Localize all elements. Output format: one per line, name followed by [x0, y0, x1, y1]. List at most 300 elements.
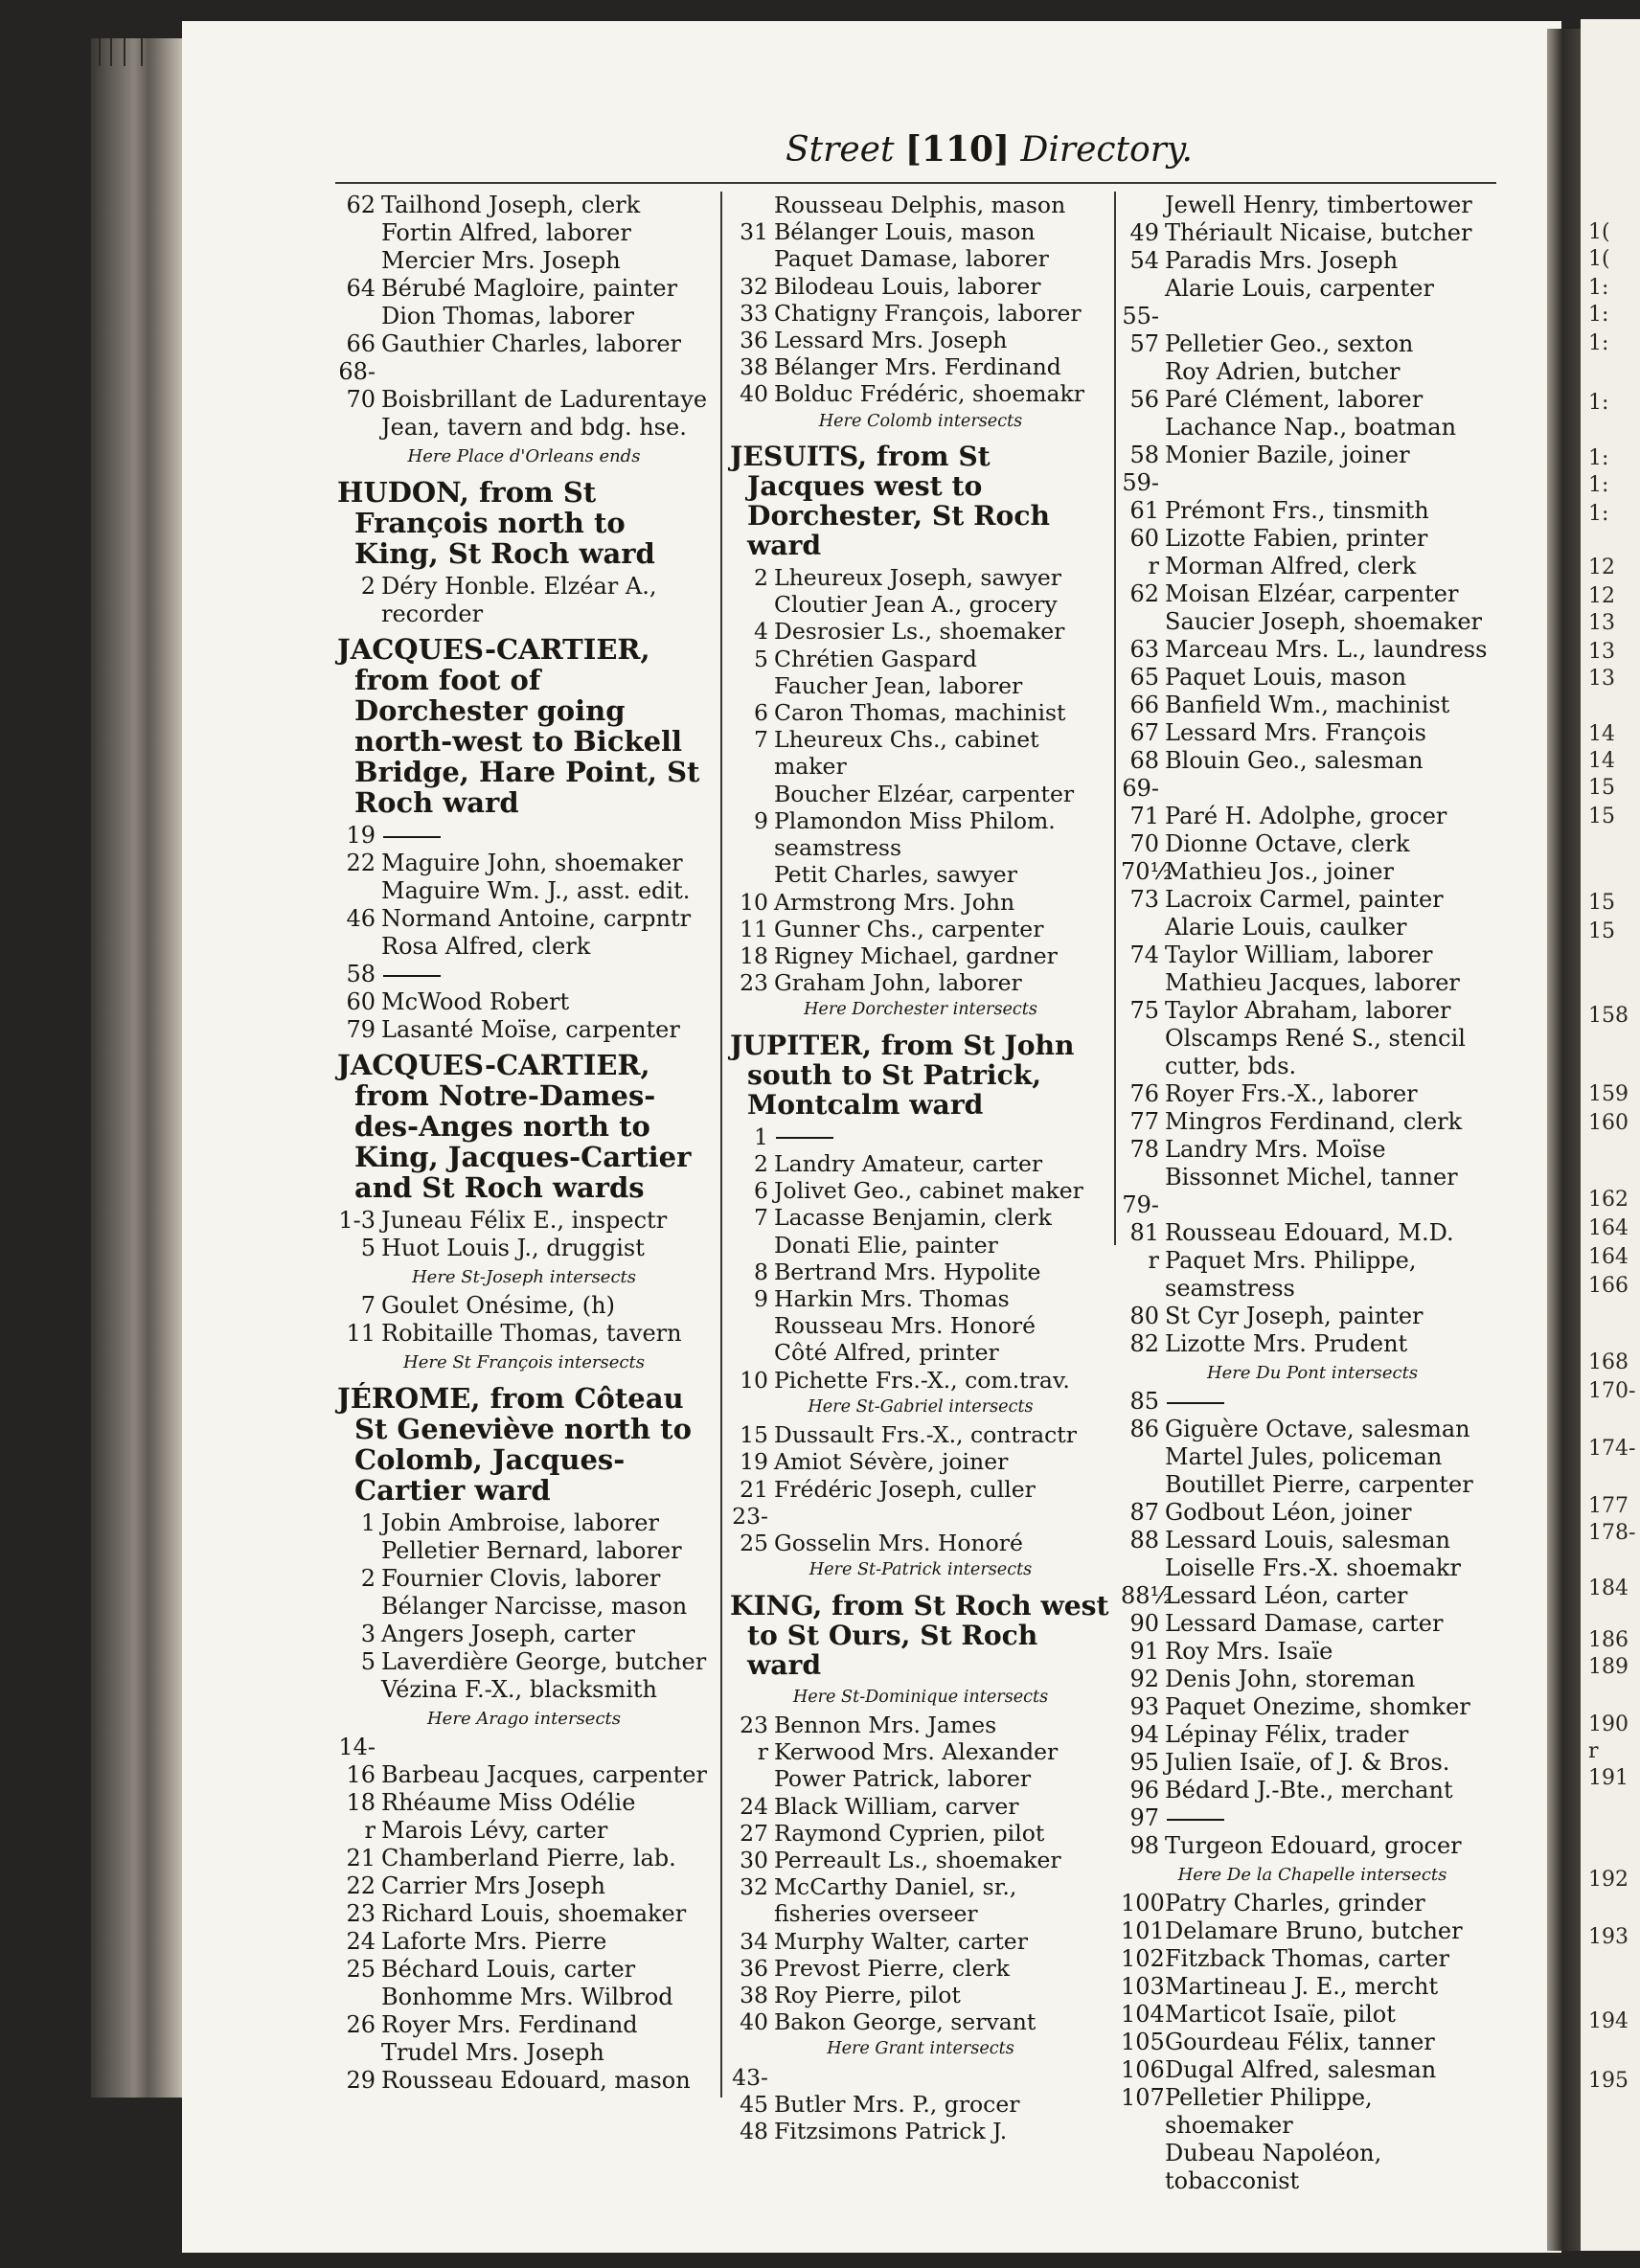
directory-entry [1121, 192, 1504, 219]
next-page-fragment: 170- [1588, 1379, 1636, 1403]
entry-text: Mathieu Jos., joiner [1165, 858, 1394, 885]
entry-text: Dubeau Napoléon, tobacconist [1165, 2140, 1382, 2194]
house-number: 7 [360, 1292, 376, 1319]
house-number: 66 [346, 330, 376, 357]
house-number: 46 [346, 905, 376, 932]
directory-entry [1121, 858, 1504, 886]
directory-entry [337, 1900, 711, 1928]
entry-text: Juneau Félix E., inspectr [381, 1207, 668, 1234]
house-number: 58 [1129, 442, 1159, 468]
vacant-dash [1167, 1402, 1224, 1404]
directory-entry [337, 1593, 711, 1621]
directory-entry [1121, 608, 1504, 636]
entry-text: Taylor William, laborer [1165, 941, 1433, 968]
directory-entry [730, 916, 1111, 942]
book-spine [1547, 29, 1585, 2251]
house-number: 11 [740, 915, 768, 942]
house-number: 79-81 [1122, 1191, 1159, 1246]
house-number: 21 [346, 1845, 376, 1871]
house-number: 25 [346, 1956, 376, 1983]
next-page-fragment: 1( [1588, 220, 1610, 244]
house-number: 91 [1129, 1638, 1159, 1665]
column-2 [730, 192, 1111, 2144]
house-number: 102 [1121, 1945, 1165, 1972]
entry-text: Bennon Mrs. James [774, 1711, 997, 1738]
entry-text: Cloutier Jean A., grocery [774, 591, 1058, 619]
directory-entry [337, 1789, 711, 1817]
house-number: 40 [740, 2008, 768, 2036]
house-number: 36 [740, 327, 768, 354]
directory-entry [730, 807, 1111, 861]
entry-text: Pelletier Geo., sexton [1165, 330, 1414, 357]
next-page-fragment: 15 [1588, 891, 1615, 915]
house-number: 11 [346, 1320, 376, 1347]
entry-text: Paquet Onezime, shomker [1165, 1693, 1470, 1720]
directory-entry [1121, 358, 1504, 386]
house-number: r [757, 1738, 768, 1766]
directory-entry [730, 1232, 1111, 1259]
next-page-fragment: 12 [1588, 584, 1615, 608]
directory-entry [730, 2064, 1111, 2118]
directory-entry [730, 969, 1111, 996]
directory-entry [1121, 1638, 1504, 1666]
cross-street-note: Here St-Gabriel intersects [808, 1396, 1034, 1417]
directory-entry [337, 2067, 711, 2095]
next-page-fragment: 13 [1588, 667, 1615, 691]
directory-entry [1121, 1666, 1504, 1693]
directory-entry [730, 300, 1111, 327]
entry-text: Lachance Nap., boatman [1165, 414, 1457, 441]
house-number: 24 [740, 1792, 768, 1820]
page-number: [110] [904, 129, 1011, 170]
directory-entry [1121, 1693, 1504, 1721]
column-1 [337, 192, 711, 2095]
entry-text: Gourdeau Félix, tanner [1165, 2029, 1435, 2055]
entry-text: Fitzback Thomas, carter [1165, 1945, 1449, 1972]
directory-entry [337, 1565, 711, 1593]
house-number: 90 [1129, 1610, 1159, 1637]
directory-entry [730, 781, 1111, 807]
next-page-fragment: 159 [1588, 1082, 1629, 1106]
directory-entry [1121, 2056, 1504, 2084]
house-number: 2 [360, 573, 376, 600]
directory-entry [1121, 997, 1504, 1025]
house-number: 24 [346, 1928, 376, 1955]
directory-entry [730, 1955, 1111, 1982]
entry-text: Dussault Frs.-X., contractr [774, 1421, 1077, 1449]
house-number: 38 [740, 1981, 768, 2008]
house-number: 10 [740, 1366, 768, 1394]
house-number: 32 [740, 1873, 768, 1901]
vacant-dash [383, 975, 441, 977]
house-number: 7 [754, 726, 768, 754]
directory-entry [337, 192, 711, 219]
house-number: 93 [1129, 1693, 1159, 1720]
entry-text: Kerwood Mrs. Alexander [774, 1738, 1059, 1766]
next-page-fragment: 164 [1588, 1245, 1629, 1269]
directory-entry [730, 1847, 1111, 1873]
entry-text: Robitaille Thomas, tavern [381, 1320, 682, 1347]
house-number: 23 [740, 969, 768, 997]
entry-text: Maguire Wm. J., asst. edit. [381, 877, 691, 904]
house-number: 19 [346, 822, 376, 849]
house-number: 22 [346, 850, 376, 876]
cross-street-note: Here Colomb intersects [818, 411, 1023, 431]
entry-text: Lacroix Carmel, painter [1165, 886, 1444, 913]
entry-text: Faucher Jean, laborer [774, 671, 1023, 699]
directory-entry [337, 1956, 711, 1984]
entry-text: Chrétien Gaspard [774, 645, 977, 672]
street-heading: JESUITS, from St Jacques west to Dorchester, St Roch ward [730, 441, 1051, 562]
entry-text: Petit Charles, sawyer [774, 861, 1017, 889]
directory-entry [730, 1177, 1111, 1204]
entry-text: Paré H. Adolphe, grocer [1165, 803, 1447, 829]
entry-text: Lheureux Joseph, sawyer [774, 564, 1062, 592]
entry-text: Lizotte Fabien, printer [1165, 525, 1428, 552]
directory-entry [337, 1734, 711, 1789]
directory-entry [730, 245, 1111, 272]
entry-text: Marceau Mrs. L., laundress [1165, 636, 1488, 663]
entry-text: Lessard Mrs. Joseph [774, 327, 1008, 354]
directory-entry [1121, 525, 1504, 553]
house-number: 56 [1129, 386, 1159, 413]
entry-text: Pelletier Bernard, laborer [381, 1537, 682, 1564]
directory-entry [730, 1367, 1111, 1394]
house-number: 15 [740, 1421, 768, 1449]
cross-street-note: Here Arago intersects [426, 1709, 622, 1729]
directory-entry [1121, 1330, 1504, 1358]
house-number: 80 [1129, 1303, 1159, 1329]
directory-entry [1121, 719, 1504, 747]
entry-text: Gunner Chs., carpenter [774, 915, 1044, 942]
directory-entry [1121, 1804, 1504, 1832]
house-number: 98 [1129, 1832, 1159, 1859]
cross-street-note: Here St-Dominique intersects [792, 1687, 1049, 1707]
house-number: 38 [740, 353, 768, 381]
house-number: 96 [1129, 1777, 1159, 1803]
directory-entry [730, 1503, 1111, 1556]
entry-text: Lessard Mrs. François [1165, 719, 1426, 746]
column-separator-1 [720, 192, 722, 2098]
directory-entry [730, 1476, 1111, 1503]
next-page-fragment: 1: [1588, 303, 1609, 327]
entry-text: Pichette Frs.-X., com.trav. [774, 1366, 1070, 1394]
entry-text: Perreault Ls., shoemaker [774, 1846, 1061, 1873]
house-number: 60 [346, 988, 376, 1015]
house-number: 86 [1129, 1416, 1159, 1442]
house-number: 34 [740, 1927, 768, 1955]
directory-entry [337, 247, 711, 275]
entry-text: Murphy Walter, carter [774, 1927, 1028, 1955]
house-number: 30 [740, 1846, 768, 1873]
directory-entry [337, 1648, 711, 1676]
entry-text: Prevost Pierre, clerk [774, 1954, 1010, 1982]
next-page-fragment: 177 [1588, 1494, 1629, 1518]
house-number: 101 [1121, 1917, 1165, 1944]
vacant-dash [1167, 1819, 1224, 1821]
next-page-fragment: 1: [1588, 331, 1609, 355]
entry-text: Jewell Henry, timbertower [1165, 192, 1472, 218]
directory-entry [1121, 2001, 1504, 2029]
house-number: 21 [740, 1475, 768, 1503]
directory-entry [730, 192, 1111, 218]
vacant-dash [383, 836, 441, 838]
directory-entry [1121, 1080, 1504, 1108]
house-number: 87 [1129, 1499, 1159, 1526]
directory-entry [730, 1982, 1111, 2008]
house-number: 62 [346, 192, 376, 218]
entry-text: Royer Mrs. Ferdinand [381, 2011, 638, 2038]
entry-text: Rhéaume Miss Odélie [381, 1789, 636, 1816]
directory-entry [730, 1928, 1111, 1955]
entry-text: Richard Louis, shoemaker [381, 1900, 687, 1927]
house-number: 26 [346, 2011, 376, 2038]
house-number: 76 [1129, 1080, 1159, 1107]
directory-entry [337, 573, 711, 628]
house-number: 88 [1129, 1527, 1159, 1554]
directory-entry [1121, 1499, 1504, 1527]
entry-text: Olscamps René S., stencil cutter, bds. [1165, 1025, 1466, 1079]
directory-entry [730, 699, 1111, 726]
entry-text: Landry Amateur, carter [774, 1149, 1043, 1177]
entry-text: Blouin Geo., salesman [1165, 747, 1424, 774]
entry-text: Rousseau Edouard, M.D. [1165, 1219, 1454, 1246]
next-page-fragment: 186 [1588, 1628, 1629, 1652]
column-3 [1121, 192, 1504, 2195]
entry-text: Gosselin Mrs. Honoré [774, 1529, 1023, 1556]
directory-entry [1121, 580, 1504, 608]
directory-entry [1121, 2084, 1504, 2140]
street-heading: KING, from St Roch west to St Ours, St Roch ward [730, 1589, 1109, 1681]
entry-text: Lessard Louis, salesman [1165, 1527, 1450, 1554]
page-header [786, 129, 1193, 170]
directory-entry [1121, 1443, 1504, 1471]
directory-entry [1121, 1136, 1504, 1164]
directory-entry [1121, 247, 1504, 275]
next-page-fragment: 190 [1588, 1712, 1629, 1736]
street-heading: JACQUES-CARTIER, from Notre-Dames-des-Anges north to King, Jacques-Cartier and St Roch wards [337, 1049, 692, 1204]
left-page-edge [91, 38, 187, 2098]
entry-text: Marois Lévy, carter [381, 1817, 608, 1844]
directory-entry [1121, 636, 1504, 664]
entry-text: Dugal Alfred, salesman [1165, 2056, 1437, 2083]
house-number: 5 [360, 1235, 376, 1261]
entry-text: Trudel Mrs. Joseph [381, 2039, 604, 2066]
entry-text: Jolivet Geo., cabinet maker [774, 1177, 1083, 1205]
cross-street-note: Here Dorchester intersects [804, 1000, 1037, 1020]
directory-entry [730, 1150, 1111, 1177]
entry-text: Alarie Louis, carpenter [1165, 275, 1434, 302]
entry-text: Goulet Onésime, (h) [381, 1292, 615, 1319]
entry-text: Raymond Cyprien, pilot [774, 1819, 1045, 1847]
house-number: 14-16 [338, 1734, 376, 1788]
directory-entry [337, 822, 711, 850]
directory-entry [337, 2039, 711, 2067]
directory-entry [730, 1712, 1111, 1738]
street-heading: JÉROME, from Côteau St Geneviève north to Colomb, Jacques-Cartier ward [337, 1382, 692, 1507]
directory-entry [730, 1421, 1111, 1448]
street-heading: HUDON, from St François north to King, St Roch ward [337, 476, 655, 570]
directory-entry [337, 1872, 711, 1900]
house-number: 8 [754, 1258, 768, 1285]
house-number: 2 [360, 1565, 376, 1592]
directory-entry [1121, 1416, 1504, 1443]
directory-entry [730, 1285, 1111, 1312]
entry-text: Giguère Octave, salesman [1165, 1416, 1470, 1442]
entry-text: Armstrong Mrs. John [774, 888, 1015, 916]
next-page-edge [1581, 19, 1640, 2251]
house-number: 82 [1129, 1330, 1159, 1357]
house-number: 7 [754, 1204, 768, 1232]
directory-entry [337, 961, 711, 988]
next-page-fragment: 13 [1588, 611, 1615, 635]
directory-entry [1121, 1303, 1504, 1330]
house-number: 73 [1129, 886, 1159, 913]
directory-entry [730, 1339, 1111, 1366]
house-number: 94 [1129, 1721, 1159, 1748]
house-number: 18 [346, 1789, 376, 1816]
house-number: 18 [740, 941, 768, 969]
house-number: 77 [1129, 1108, 1159, 1135]
entry-text: Angers Joseph, carter [381, 1621, 635, 1647]
entry-text: Taylor Abraham, laborer [1165, 997, 1451, 1024]
entry-text: Normand Antoine, carpntr [381, 905, 692, 932]
entry-text: Bédard J.-Bte., merchant [1165, 1777, 1453, 1803]
entry-text: Lépinay Félix, trader [1165, 1721, 1409, 1748]
entry-text: Banfield Wm., machinist [1165, 692, 1450, 718]
next-page-fragment: 194 [1588, 2009, 1629, 2033]
entry-text: Bélanger Narcisse, mason [381, 1593, 688, 1620]
entry-text: Déry Honble. Elzéar A., recorder [381, 573, 657, 627]
entry-text: Amiot Sévère, joiner [774, 1448, 1009, 1476]
entry-text: Chamberland Pierre, lab. [381, 1845, 676, 1871]
entry-text: Rousseau Edouard, mason [381, 2067, 691, 2094]
next-page-fragment: 1: [1588, 473, 1609, 497]
directory-entry [1121, 386, 1504, 414]
directory-entry [337, 1235, 711, 1262]
entry-text: Huot Louis J., druggist [381, 1235, 645, 1261]
directory-entry [1121, 747, 1504, 775]
house-number: r [1148, 1247, 1159, 1274]
next-page-fragment: 193 [1588, 1925, 1629, 1949]
entry-text: Fortin Alfred, laborer [381, 219, 631, 246]
directory-entry [1121, 275, 1504, 303]
directory-entry [337, 877, 711, 905]
entry-text: Boisbrillant de Ladurentaye Jean, tavern and bdg. hse. [381, 386, 708, 441]
house-number: 6 [754, 699, 768, 727]
house-number: 2 [754, 1149, 768, 1177]
entry-text: Turgeon Edouard, grocer [1165, 1832, 1462, 1859]
entry-text: Moisan Elzéar, carpenter [1165, 580, 1459, 607]
entry-text: Lasanté Moïse, carpenter [381, 1016, 680, 1043]
directory-entry [1121, 219, 1504, 247]
directory-entry [337, 1928, 711, 1956]
house-number: 10 [740, 888, 768, 916]
directory-entry [1121, 969, 1504, 997]
directory-entry [1121, 1917, 1504, 1945]
entry-text: Loiselle Frs.-X. shoemakr [1165, 1554, 1461, 1581]
directory-entry [730, 591, 1111, 618]
directory-entry [730, 1312, 1111, 1339]
next-page-fragment: 195 [1588, 2069, 1629, 2093]
directory-entry [1121, 1832, 1504, 1860]
entry-text: Dionne Octave, clerk [1165, 830, 1410, 857]
entry-text: Rousseau Delphis, mason [774, 192, 1066, 218]
directory-entry [337, 905, 711, 933]
next-page-fragment: 1: [1588, 276, 1609, 300]
house-number: 32 [740, 272, 768, 300]
cross-street-note: Here Du Pont intersects [1206, 1363, 1419, 1383]
directory-entry [1121, 1025, 1504, 1080]
directory-entry [1121, 2029, 1504, 2056]
cross-street-note: Here St-Joseph intersects [411, 1267, 637, 1287]
vacant-dash [776, 1137, 833, 1139]
directory-entry [730, 1738, 1111, 1765]
cross-street-note: Here Grant intersects [827, 2039, 1014, 2059]
entry-text: Power Patrick, laborer [774, 1765, 1032, 1793]
house-number: 63 [1129, 636, 1159, 663]
entry-text: Delamare Bruno, butcher [1165, 1917, 1463, 1944]
entry-text: Tailhond Joseph, clerk [381, 192, 641, 218]
entry-text: Martineau J. E., mercht [1165, 1973, 1439, 2000]
entry-text: Jobin Ambroise, laborer [381, 1509, 659, 1536]
house-number: 49 [1129, 219, 1159, 246]
house-number: 85 [1129, 1388, 1159, 1415]
entry-text: Martel Jules, policeman [1165, 1443, 1443, 1470]
house-number: 79 [346, 1016, 376, 1043]
entry-text: Roy Adrien, butcher [1165, 358, 1401, 385]
directory-entry [1121, 1749, 1504, 1777]
house-number: 88½ [1121, 1582, 1173, 1609]
next-page-fragment: 13 [1588, 640, 1615, 664]
cross-street-note: Here St-Patrick intersects [809, 1560, 1033, 1580]
house-number: 5 [754, 645, 768, 672]
directory-entry [337, 1984, 711, 2011]
directory-entry [337, 1207, 711, 1235]
directory-entry [337, 303, 711, 330]
entry-text: Mingros Ferdinand, clerk [1165, 1108, 1463, 1135]
directory-entry [337, 1537, 711, 1565]
house-number: 9 [754, 1284, 768, 1312]
house-number: r [364, 1817, 376, 1844]
entry-text: Saucier Joseph, shoemaker [1165, 608, 1483, 635]
house-number: 27 [740, 1819, 768, 1847]
directory-entry [730, 327, 1111, 353]
next-page-fragment: 1( [1588, 247, 1610, 271]
directory-entry [337, 1845, 711, 1872]
next-page-fragment: 15 [1588, 776, 1615, 800]
house-number: 75 [1129, 997, 1159, 1024]
entry-text: Frédéric Joseph, culler [774, 1475, 1036, 1503]
next-page-fragment: 192 [1588, 1868, 1629, 1892]
next-page-fragment: 1: [1588, 502, 1609, 526]
directory-entry [1121, 1554, 1504, 1582]
house-number: 103 [1121, 1973, 1165, 2000]
entry-text: Pelletier Philippe, shoemaker [1165, 2084, 1373, 2139]
directory-entry [1121, 914, 1504, 941]
next-page-fragment: 1: [1588, 446, 1609, 470]
entry-text: Lessard Léon, carter [1165, 1582, 1408, 1609]
house-number: 22 [346, 1872, 376, 1899]
directory-entry [1121, 1527, 1504, 1554]
directory-entry [337, 1509, 711, 1537]
house-number: 62 [1129, 580, 1159, 607]
house-number: 5 [360, 1648, 376, 1675]
header-title-end: Directory. [1010, 130, 1193, 170]
directory-entry [1121, 1721, 1504, 1749]
directory-entry [730, 2118, 1111, 2144]
next-page-fragment: 184 [1588, 1576, 1629, 1600]
